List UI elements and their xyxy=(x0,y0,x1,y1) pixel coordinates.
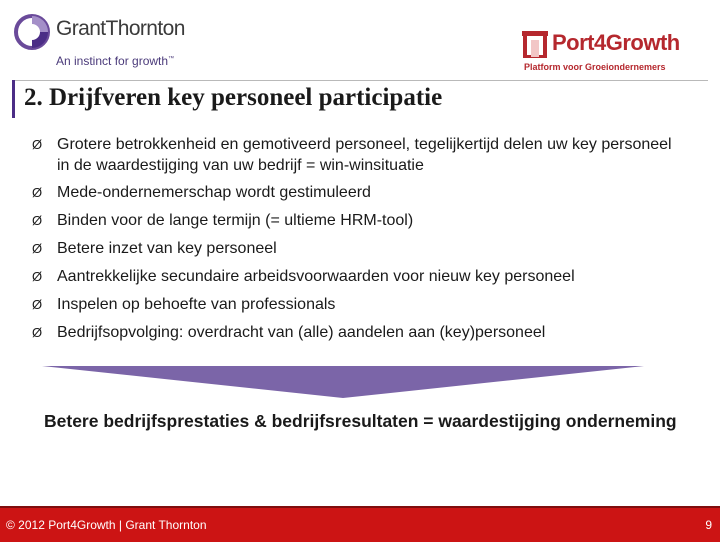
bullet-arrow-icon: Ø xyxy=(32,325,43,340)
bullet-arrow-icon: Ø xyxy=(32,269,43,284)
bullet-item xyxy=(32,266,682,287)
page-number: 9 xyxy=(705,518,712,532)
slide-title: 2. Drijfveren key personeel participatie xyxy=(24,84,443,111)
grant-thornton-tagline: An instinct for growth™ xyxy=(56,54,175,68)
title-accent-bar xyxy=(12,80,15,118)
bullet-item xyxy=(32,294,682,315)
result-statement: Betere bedrijfsprestaties & bedrijfsresultaten = waardestijging onderneming xyxy=(44,411,677,431)
header-divider xyxy=(12,80,708,81)
bullet-list xyxy=(32,134,682,343)
bullet-text: Mede-ondernemerschap wordt gestimuleerd xyxy=(57,184,371,201)
footer-bar xyxy=(0,506,720,542)
port4growth-name: Port4Growth xyxy=(552,30,680,55)
funnel-arrow-shape xyxy=(42,366,644,398)
bullet-text: Inspelen op behoefte van professionals xyxy=(57,296,336,313)
bullet-text: Betere inzet van key personeel xyxy=(57,240,277,257)
bullet-arrow-icon: Ø xyxy=(32,241,43,256)
port4growth-tagline: Platform voor Groeiondernemers xyxy=(524,62,666,72)
grant-thornton-name: GrantThornton xyxy=(56,17,185,40)
bullet-text: Binden voor de lange termijn (= ultieme HRM-tool) xyxy=(57,212,414,229)
bullet-text: Bedrijfsopvolging: overdracht van (alle) aandelen aan (key)personeel xyxy=(57,324,546,341)
bullet-arrow-icon: Ø xyxy=(32,137,43,152)
bullet-item xyxy=(32,134,682,176)
bullet-arrow-icon: Ø xyxy=(32,213,43,228)
grant-thornton-logo-icon xyxy=(14,14,50,50)
port4growth-logo xyxy=(522,26,712,76)
bullet-item xyxy=(32,322,682,343)
footer-copyright: © 2012 Port4Growth | Grant Thornton xyxy=(6,518,207,532)
bullet-arrow-icon: Ø xyxy=(32,185,43,200)
bullet-arrow-icon: Ø xyxy=(32,297,43,312)
grant-thornton-logo xyxy=(14,14,204,74)
bullet-item xyxy=(32,182,682,203)
bullet-item xyxy=(32,238,682,259)
bullet-item xyxy=(32,210,682,231)
bullet-text: Aantrekkelijke secundaire arbeidsvoorwaarden voor nieuw key personeel xyxy=(57,268,575,285)
port-gate-icon xyxy=(522,28,548,58)
bullet-text: Grotere betrokkenheid en gemotiveerd personeel, tegelijkertijd delen uw key personeel in de waardestijging van uw bedrijf = win-winsituatie xyxy=(57,136,672,174)
